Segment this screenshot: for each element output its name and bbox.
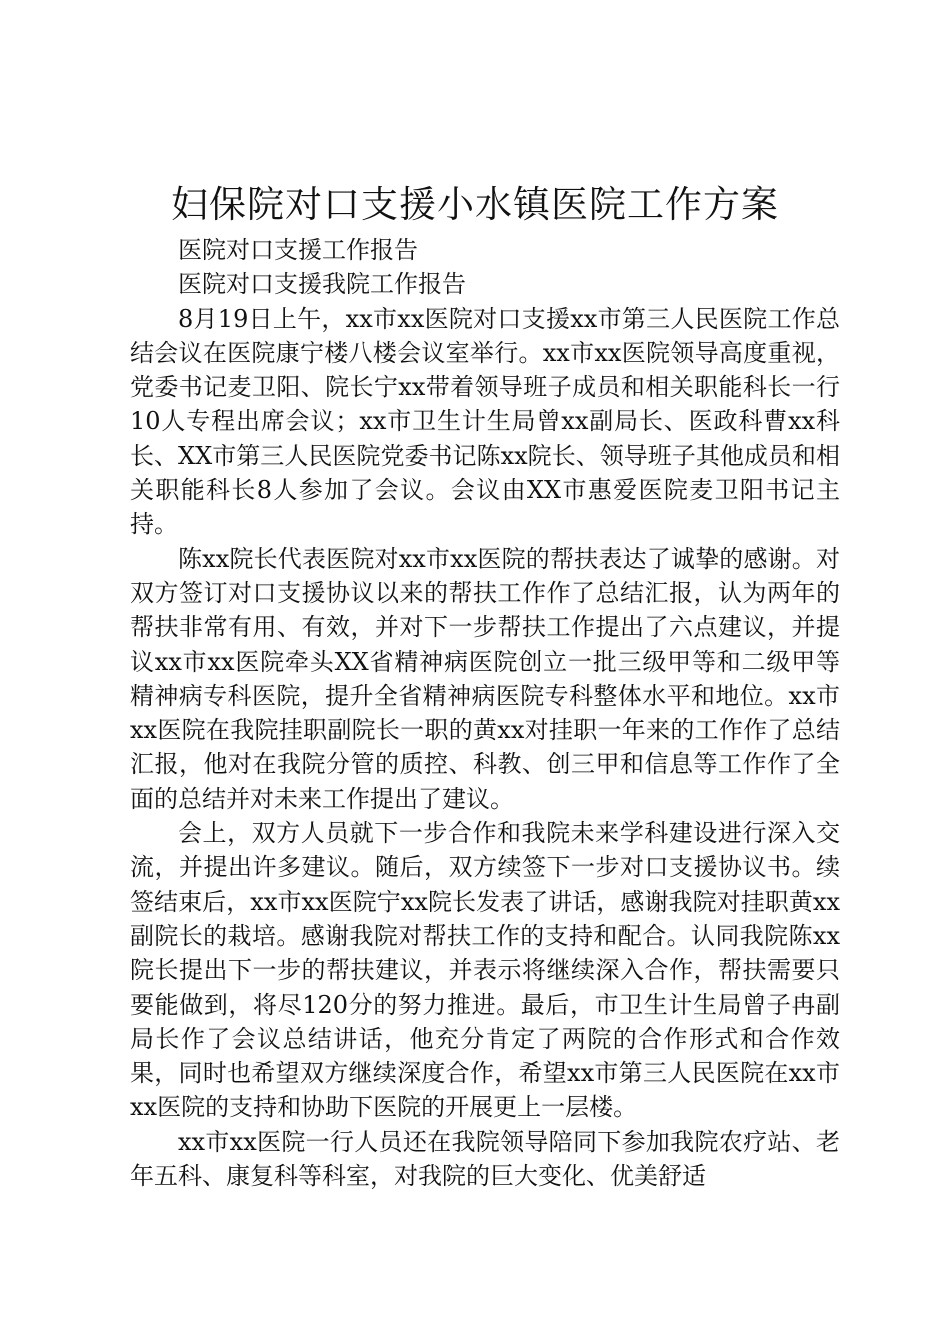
subheading-1: 医院对口支援工作报告 bbox=[178, 236, 418, 264]
paragraph-3: 会上，双方人员就下一步合作和我院未来学科建设进行深入交流，并提出许多建议。随后，双方续签下一步对口支援协议书。续签结束后，xx市xx医院宁xx院长发表了讲话，感谢我院对挂职黄xx副院长的栽培。感谢我院对帮扶工作的支持和配合。认同我院陈xx院长提出下一步的帮扶建议，并表示将继续深入合作，帮扶需要只要能做到，将尽120分的努力推进。最后，市卫生计生局曾子冉副局长作了会议总结讲话，他充分肯定了两院的合作形式和合作效果，同时也希望双方继续深度合作，希望xx市第三人民医院在xx市xx医院的支持和协助下医院的开展更上一层楼。 bbox=[130, 819, 840, 1122]
document-body bbox=[130, 233, 840, 1193]
subheading-2: 医院对口支援我院工作报告 bbox=[178, 270, 466, 299]
document-title: 妇保院对口支援小水镇医院工作方案 bbox=[171, 183, 779, 226]
paragraph-1: 8月19日上午，xx市xx医院对口支援xx市第三人民医院工作总结会议在医院康宁楼八楼会议室举行。xx市xx医院领导高度重视，党委书记麦卫阳、院长宁xx带着领导班子成员和相关职能科长一行10人专程出席会议；xx市卫生计生局曾xx副局长、医政科曹xx科长、XX市第三人民医院党委书记陈xx院长、领导班子其他成员和相关职能科长8人参加了会议。会议由XX市惠爱医院麦卫阳书记主持。 bbox=[130, 304, 840, 539]
paragraph-2: 陈xx院长代表医院对xx市xx医院的帮扶表达了诚挚的感谢。对双方签订对口支援协议以来的帮扶工作作了总结汇报，认为两年的帮扶非常有用、有效，并对下一步帮扶工作提出了六点建议，并提议xx市xx医院牵头XX省精神病医院创立一批三级甲等和二级甲等精神病专科医院，提升全省精神病医院专科整体水平和地位。xx市xx医院在我院挂职副院长一职的黄xx对挂职一年来的工作作了总结汇报，他对在我院分管的质控、科教、创三甲和信息等工作作了全面的总结并对未来工作提出了建议。 bbox=[130, 544, 840, 813]
paragraph-4: xx市xx医院一行人员还在我院领导陪同下参加我院农疗站、老年五科、康复科等科室，对我院的巨大变化、优美舒适 bbox=[130, 1127, 840, 1191]
